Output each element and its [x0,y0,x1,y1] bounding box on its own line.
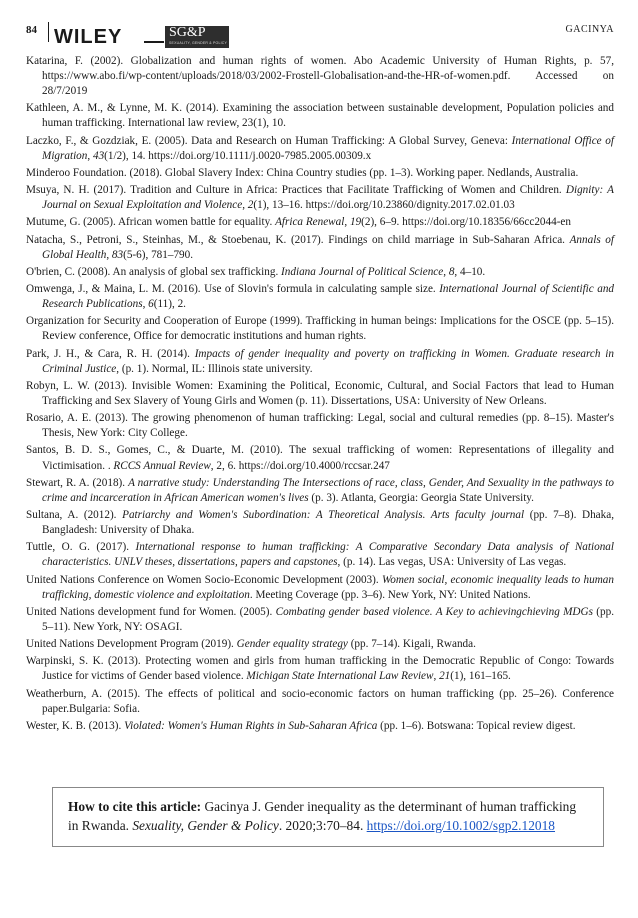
reference-segment: , 2, 6. https://doi.org/10.4000/rccsar.247 [210,459,390,472]
reference-segment: Impacts of gender inequality and poverty on trafficking in Women. Graduate research in Criminal Justice [42,347,614,375]
reference-segment: United Nations Development Program (2019). [26,638,237,651]
reference-segment: Violated: Women's Human Rights in Sub-Saharan Africa [124,719,378,732]
reference-segment: Annals of Global Health [42,233,614,261]
running-author: GACINYA [565,24,614,35]
reference-segment: Omwenga, J., & Maina, L. M. (2016). Use of Slovin's formula in calculating sample size. [26,283,440,296]
reference-segment: Women social, economic inequality leads to human trafficking, domestic violence and exploitation [42,573,614,601]
citation-text: Gacinya J. Gender inequality as the determinant of human trafficking [201,799,577,814]
reference-segment: Robyn, L. W. (2013). Invisible Women: Examining the Political, Economic, Cultural, and Social Factors that lead to Human Trafficking and Sex Slavery of Young Girls and Women (p. 11). Dissertations, USA: University of New Orleans. [26,379,614,407]
reference-segment: Laczko, F., & Gozdziak, E. (2005). Data and Research on Human Trafficking: A Global Survey, Geneva: [26,134,512,147]
wiley-logo: WILEY [54,26,123,48]
reference-segment: , [142,298,149,311]
reference-item [26,282,614,312]
reference-segment: International Office of Migration [42,134,615,162]
reference-segment: , [242,199,248,212]
reference-segment: (pp. 1–6). Botswana: Topical review digest. [377,719,576,732]
reference-segment: (1/2), 14. https://doi.org/10.1111/j.0020-7985.2005.00309.x [104,149,372,162]
reference-segment: (p. 3). Atlanta, Georgia: Georgia State University. [308,491,534,504]
reference-item [26,476,614,506]
page-number: 84 [26,24,37,36]
reference-segment: Organization for Security and Cooperation of Europe (1999). Trafficking in human beings: Implications for the OSCE (pp. 5–15). Review conference, Office for democratic institutions and human rights. [26,315,614,343]
reference-segment: Wester, K. B. (2013). [26,719,125,732]
reference-segment: 21 [439,670,451,683]
reference-segment: , 4–10. [454,265,486,278]
page-header [26,22,614,46]
reference-segment: , [106,248,112,261]
reference-segment: Natacha, S., Petroni, S., Steinhas, M., & Stoebenau, K. (2017). Findings on child marriage in Sub-Saharan Africa. [26,233,570,246]
journal-logo-subtitle: SEXUALITY, GENDER & POLICY [169,41,228,45]
citation-journal: Sexuality, Gender & Policy [132,817,279,833]
reference-segment: A narrative study: Understanding The Intersections of race, class, Gender, And Sexuality in the pathways to crime and incarceration in African American women's lives [42,476,614,504]
reference-item [26,605,614,635]
reference-item [26,379,614,409]
reference-segment: Michigan State International Law Review [246,670,434,683]
reference-segment: Tuttle, O. G. (2017). [26,541,136,554]
reference-item [26,719,614,734]
reference-segment: Stewart, R. A. (2018). [26,476,129,489]
reference-segment: Indiana Journal of Political Science [281,265,444,278]
reference-segment: Msuya, N. H. (2017). Tradition and Culture in Africa: Practices that Facilitate Trafficking of Women and Children. [26,184,566,197]
reference-item [26,54,614,99]
citation-label: How to cite this article: [68,799,202,814]
reference-segment: Combating gender based violence. A Key to achievingchieving MDGs [275,605,593,618]
reference-item [26,215,614,230]
reference-item [26,183,614,213]
citation-box [52,787,604,847]
reference-segment: Minderoo Foundation. (2018). Global Slavery Index: China Country studies (pp. 1–3). Working paper. Nedlands, Australia. [26,166,579,179]
citation-prefix: in Rwanda. [68,817,133,833]
reference-segment: Mutume, G. (2005). African women battle for equality. [26,216,276,229]
reference-segment: O'brien, C. (2008). An analysis of global sex trafficking. [26,265,282,278]
header-rule [144,41,164,43]
reference-segment: (1), 13–16. https://doi.org/10.23860/dignity.2017.02.01.03 [253,199,515,212]
reference-item [26,347,614,377]
reference-segment: International Journal of Scientific and Research Publications [42,283,615,311]
reference-item [26,314,614,344]
reference-segment: (pp. 7–14). Kigali, Rwanda. [347,638,476,651]
reference-segment: , (p. 14). Las vegas, USA: University of Las vegas. [337,556,567,569]
reference-item [26,540,614,570]
reference-item [26,654,614,684]
reference-segment: RCCS Annual Review [113,459,211,472]
reference-segment: (1), 161–165. [450,670,511,683]
reference-segment: 19 [349,216,362,229]
reference-segment: Katarina, F. (2002). Globalization and human rights of women. Abo Academic University of Human Rights, p. 57, https://www.abo.fi/wp-content/uploads/2018/03/2002-Frostell-Globalisation-and-the-HR-of-women.pdf. Accessed on 28/7/2019 [26,55,614,98]
reference-segment: (11), 2. [153,298,186,311]
reference-segment: (5-6), 781–790. [123,248,194,261]
doi-link[interactable]: https://doi.org/10.1002/sgp2.12018 [366,817,556,833]
reference-segment: Park, J. H., & Cara, R. H. (2014). [26,347,195,360]
reference-segment: , [87,149,93,162]
reference-item [26,101,614,131]
citation-line-1 [68,798,603,817]
reference-segment: Kathleen, A. M., & Lynne, M. K. (2014). Examining the association between sustainable development, Population policies and human trafficking. International law review, 23(1), 10. [26,102,614,130]
reference-segment: , (p. 1). Normal, IL: Illinois state university. [116,362,313,375]
reference-segment: United Nations development fund for Women. (2005). [26,605,276,618]
citation-details: . 2020;3:70–84. [278,817,367,833]
reference-segment: Santos, B. D. S., Gomes, C., & Duarte, M. (2010). The sexual trafficking of women: Representations of illegality and Victimisation. . [26,444,614,472]
reference-item [26,508,614,538]
reference-item [26,265,614,280]
reference-segment: Weatherburn, A. (2015). The effects of political and socio-economic factors on human trafficking (pp. 25–26). Conference paper.Bulgaria: Sofia. [26,687,614,715]
reference-segment: 2 [247,199,254,212]
reference-segment: Warpinski, S. K. (2013). Protecting women and girls from human trafficking in the Democratic Republic of Congo: Towards Justice for victims of Gender based violence. [26,655,614,683]
journal-logo [165,26,229,48]
reference-segment: (pp. 7–8). Dhaka, Bangladesh: University of Dhaka. [42,509,614,537]
reference-segment: Africa Renewal [275,216,345,229]
reference-segment: 43 [92,149,105,162]
reference-segment: . Meeting Coverage (pp. 3–6). New York, NY: United Nations. [249,588,531,601]
reference-segment: (2), 6–9. https://doi.org/10.18356/66cc2044-en [361,216,571,229]
reference-item [26,573,614,603]
reference-item [26,134,614,164]
reference-item [26,637,614,652]
citation-line-2 [68,817,603,836]
reference-segment: , [433,670,440,683]
reference-list [26,54,614,736]
reference-item [26,687,614,717]
reference-segment: Patriarchy and Women's Subordination: A Theoretical Analysis. Arts faculty journal [122,509,525,522]
reference-item [26,166,614,181]
reference-segment: International response to human trafficking: A Comparative Secondary Data analysis of National characteristics. UNLV theses, dissertations, papers and capstones [42,541,614,569]
reference-item [26,443,614,473]
journal-logo-text: SG&P [169,25,206,40]
reference-segment: 83 [111,248,124,261]
reference-segment: United Nations Conference on Women Socio-Economic Development (2003). [26,573,382,586]
reference-segment: 8 [448,265,455,278]
reference-segment: Gender equality strategy [236,638,348,651]
reference-segment: 6 [148,298,154,311]
reference-segment: Dignity: A Journal on Sexual Exploitation and Violence [42,184,614,212]
reference-segment: (pp. 5–11). New York, NY: OSAGI. [42,605,614,633]
reference-item [26,411,614,441]
reference-segment: , [443,265,449,278]
header-separator [48,22,49,42]
reference-segment: Rosario, A. E. (2013). The growing phenomenon of human trafficking: Legal, social and cultural remedies (pp. 8–15). Master's Thesis, New York: City College. [26,412,614,440]
reference-segment: , [344,216,350,229]
reference-item [26,233,614,263]
reference-segment: Sultana, A. (2012). [26,509,123,522]
